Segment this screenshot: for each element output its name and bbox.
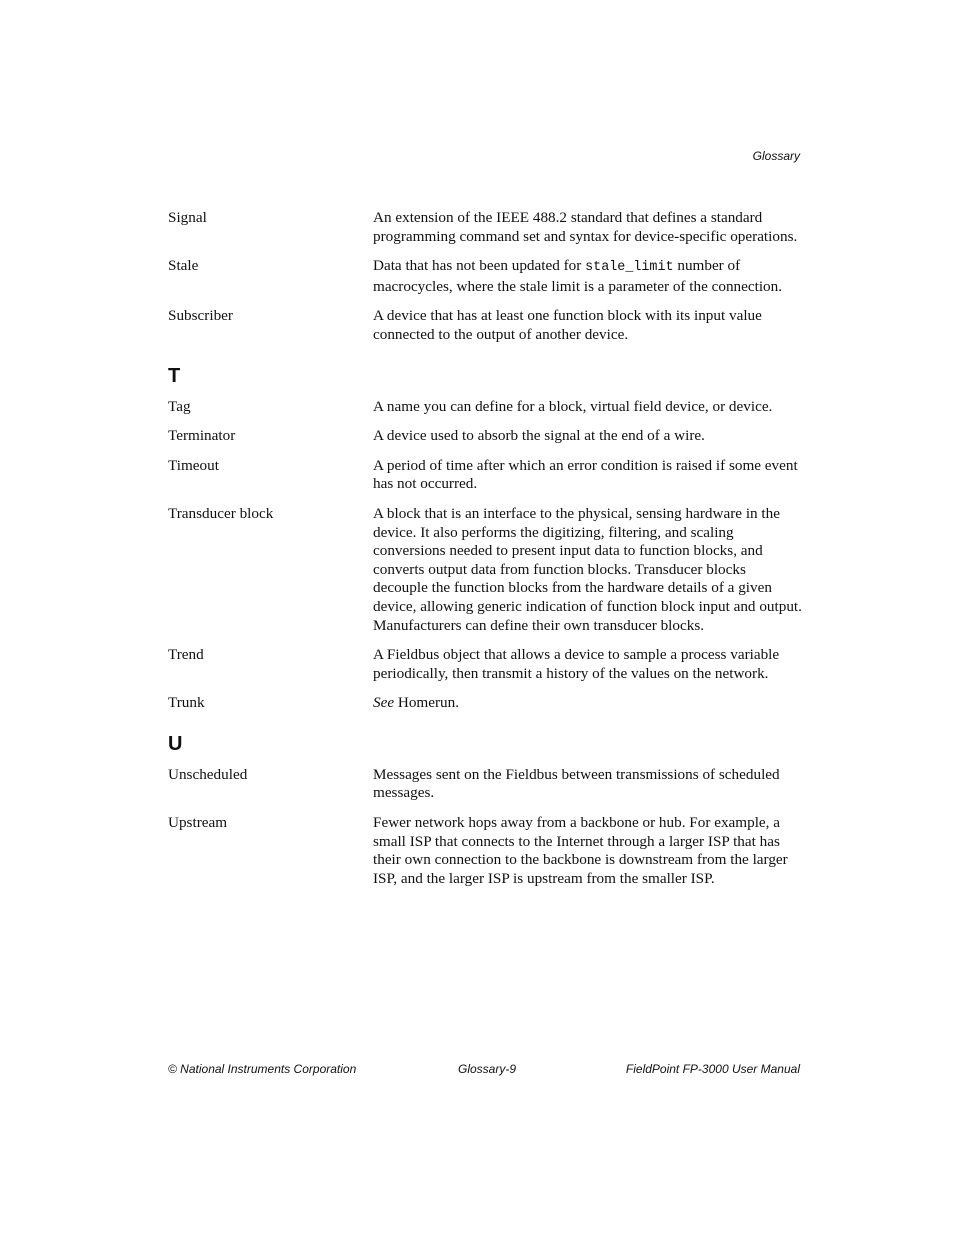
glossary-term: Subscriber — [168, 307, 233, 325]
section-letter-u: U — [168, 732, 183, 755]
glossary-definition: An extension of the IEEE 488.2 standard that defines a standard programming command set and syntax for device-specific operations. — [373, 209, 798, 245]
footer-page-number: Glossary-9 — [458, 1062, 517, 1076]
see-reference: See — [373, 694, 395, 712]
glossary-content — [168, 209, 808, 899]
section-letter-t: T — [168, 364, 181, 387]
glossary-definition: A device that has at least one function block with its input value connected to the output of another device. — [373, 307, 762, 343]
glossary-entry-unscheduled — [168, 766, 808, 803]
glossary-term: Trend — [168, 646, 204, 664]
glossary-definition: A device used to absorb the signal at the end of a wire. — [373, 427, 705, 445]
glossary-term: Signal — [168, 209, 207, 226]
cross-reference-link: Homerun. — [394, 694, 460, 712]
glossary-entry-subscriber — [168, 307, 808, 344]
glossary-definition: Fewer network hops away from a backbone or hub. For example, a small ISP that connects to the Internet through a larger ISP that has their own connection to the backbone is downstream from the larger ISP, and the larger ISP is upstream from the smaller ISP. — [373, 814, 788, 887]
glossary-definition — [373, 694, 803, 713]
glossary-definition: A block that is an interface to the physical, sensing hardware in the device. It also performs the digitizing, filtering, and scaling conversions needed to present input data to function blocks, and converts output data from function blocks. Transducer blocks decouple the function blocks from the hardware details of a given device, allowing generic indication of function block input and output. Manufacturers can define their own transducer blocks. — [373, 504, 802, 634]
glossary-definition: A period of time after which an error condition is raised if some event has not occurred. — [373, 456, 798, 493]
glossary-term: Transducer block — [168, 504, 274, 522]
footer-copyright: © National Instruments Corporation — [168, 1062, 357, 1076]
glossary-entry-terminator — [168, 427, 808, 446]
code-term: stale_limit — [585, 260, 674, 276]
glossary-term: Upstream — [168, 814, 228, 832]
glossary-entry-tag — [168, 398, 808, 417]
definition-text: number of macrocycles, where the stale limit is a parameter of the connection. — [373, 257, 783, 295]
glossary-entry-signal — [168, 209, 808, 246]
glossary-term: Stale — [168, 257, 199, 275]
definition-text: Data that has not been updated for — [373, 257, 586, 275]
glossary-term: Trunk — [168, 694, 205, 712]
glossary-term: Unscheduled — [168, 765, 248, 783]
glossary-entry-trend — [168, 646, 808, 683]
glossary-entry-upstream — [168, 814, 808, 888]
running-header: Glossary — [752, 149, 800, 163]
glossary-entry-transducer-block — [168, 505, 808, 635]
glossary-entry-timeout — [168, 457, 808, 494]
glossary-term: Terminator — [168, 427, 236, 445]
glossary-term: Tag — [168, 397, 191, 415]
footer-manual-title: FieldPoint FP-3000 User Manual — [625, 1062, 800, 1076]
glossary-term: Timeout — [168, 456, 219, 474]
glossary-entry-trunk — [168, 694, 808, 713]
glossary-definition: A Fieldbus object that allows a device to sample a process variable periodically, then transmit a history of the values on the network. — [373, 646, 780, 682]
glossary-entry-stale — [168, 257, 808, 296]
glossary-definition — [373, 257, 803, 296]
glossary-definition: A name you can define for a block, virtual field device, or device. — [373, 397, 773, 415]
glossary-definition: Messages sent on the Fieldbus between transmissions of scheduled messages. — [373, 765, 780, 802]
